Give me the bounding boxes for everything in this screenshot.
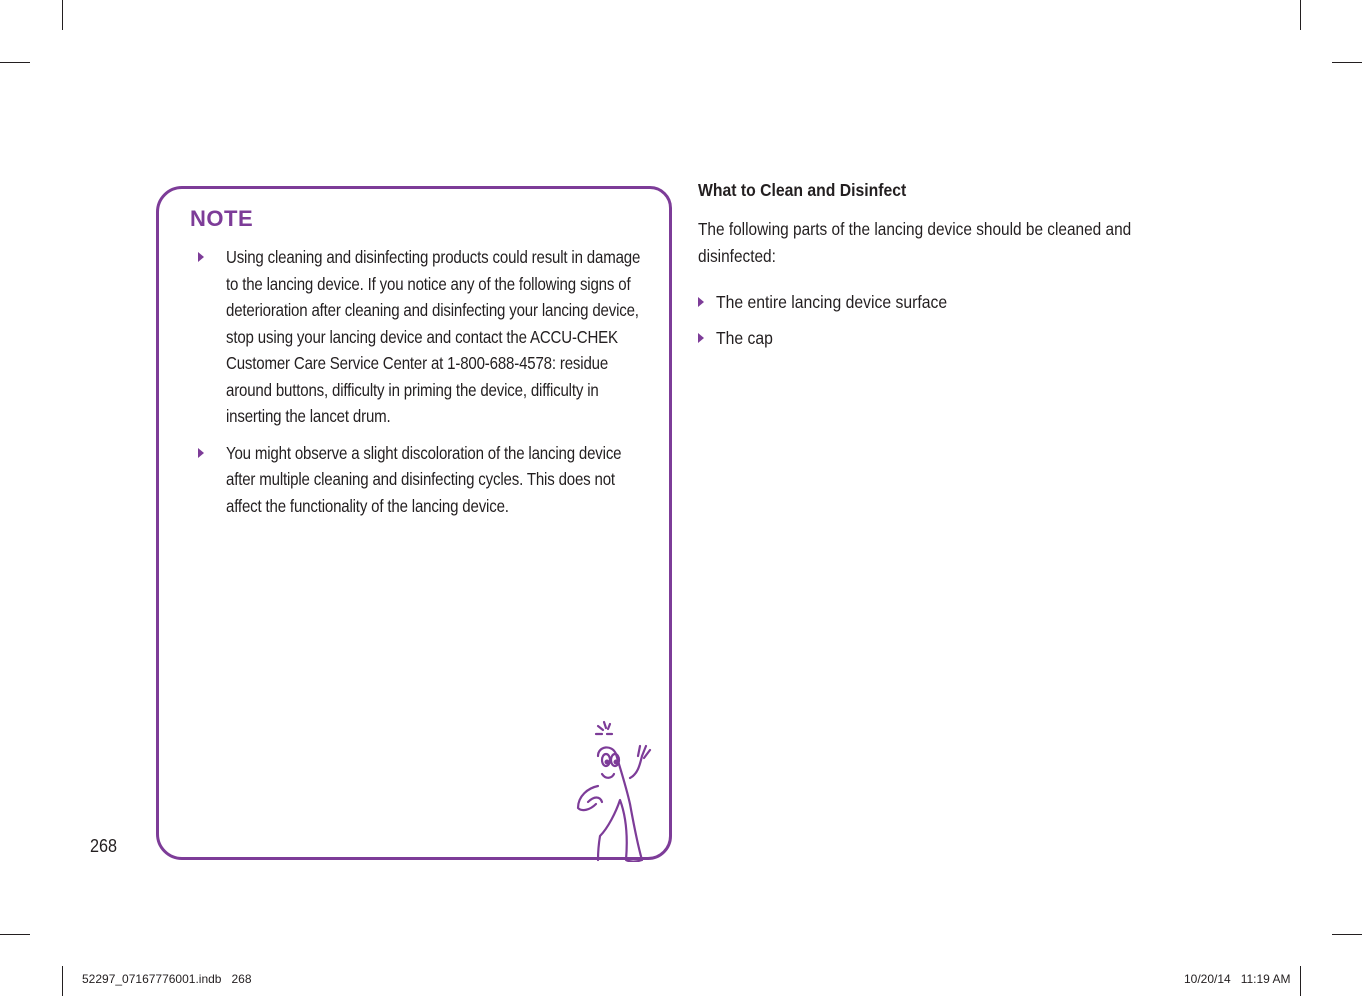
note-item-text: Using cleaning and disinfecting products could result in damage to the lancing device. If you notice any of the following signs of deterioration after cleaning and disinfecting your lancing device, stop using your lancing device and contact the ACCU-CHEK Customer Care Service Center at 1-800-688-4578: residue around buttons, difficulty in priming the device, difficulty in inserting the lancet drum. — [226, 247, 641, 426]
part-text: The entire lancing device surface — [716, 292, 948, 312]
print-slug-file: 52297_07167776001.indb 268 — [82, 972, 252, 986]
crop-mark — [1332, 934, 1362, 935]
triangle-bullet-icon — [698, 333, 704, 343]
crop-mark — [62, 966, 63, 996]
note-item-text: You might observe a slight discoloration of the lancing device after multiple cleaning and disinfecting cycles. This does not affect the functionality of the lancing device. — [226, 442, 622, 516]
parts-list — [698, 288, 973, 360]
triangle-bullet-icon — [198, 448, 204, 458]
triangle-bullet-icon — [698, 297, 704, 307]
print-slug-timestamp: 10/20/14 11:19 AM — [1184, 972, 1291, 986]
crop-mark — [0, 62, 30, 63]
section-title: What to Clean and Disinfect — [698, 180, 907, 200]
note-item — [198, 244, 648, 430]
crop-mark — [0, 934, 30, 935]
note-item — [198, 440, 648, 520]
crop-mark — [1300, 966, 1301, 996]
part-text: The cap — [716, 328, 773, 348]
crop-mark — [1300, 0, 1301, 30]
crop-mark — [1332, 62, 1362, 63]
section-intro: The following parts of the lancing device should be cleaned and disinfected: — [698, 219, 1132, 266]
mascot-illustration — [568, 716, 668, 862]
note-title: NOTE — [190, 206, 254, 231]
note-list — [198, 244, 648, 529]
crop-mark — [62, 0, 63, 30]
triangle-bullet-icon — [198, 252, 204, 262]
list-item — [698, 288, 973, 324]
list-item — [698, 324, 973, 360]
page-number: 268 — [90, 836, 118, 856]
